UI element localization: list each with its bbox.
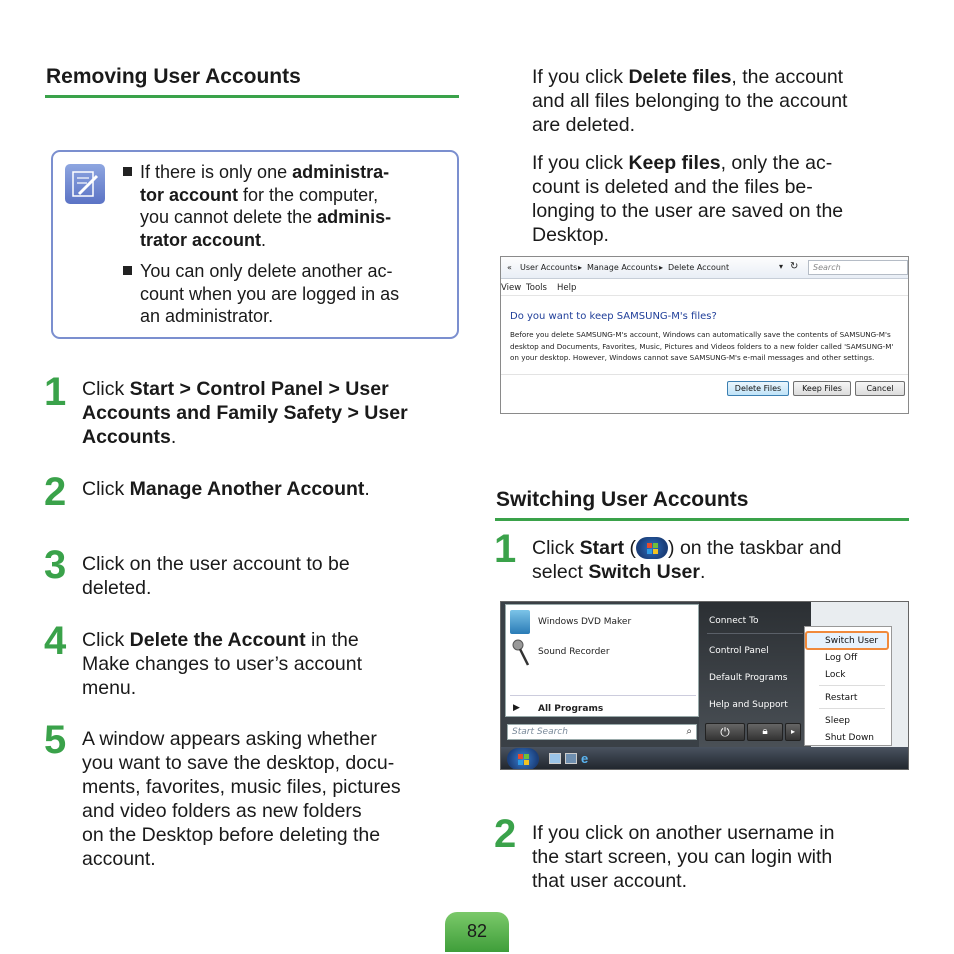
switch-step-number-2: 2	[494, 812, 517, 856]
step-2-text: Click Manage Another Account.	[82, 478, 370, 500]
heading-switching-user-accounts: Switching User Accounts	[496, 488, 749, 511]
menu-sleep[interactable]: Sleep	[825, 716, 851, 726]
keep-files-button[interactable]: Keep Files	[793, 381, 851, 396]
heading2-rule	[495, 518, 909, 521]
note-box	[51, 150, 459, 339]
menu-shut-down[interactable]: Shut Down	[825, 733, 875, 743]
search-placeholder: Search	[813, 263, 841, 272]
all-programs-link[interactable]: All Programs	[538, 704, 604, 714]
address-bar: « User Accounts ▸ Manage Accounts ▸ Delete Account ▾ ↻ Search	[501, 257, 908, 279]
dropdown-arrow-icon[interactable]: ▾	[779, 262, 784, 271]
menu-lock[interactable]: Lock	[825, 670, 846, 680]
delete-files-paragraph: If you click Delete files, the account and all files belonging to the account are deleted.	[532, 66, 848, 136]
menu-restart[interactable]: Restart	[825, 693, 858, 703]
dialog-description: Before you delete SAMSUNG-M's account, Windows can automatically save the contents of SAMSUNG-M's desktop and Documents, Favorites, Music, Pictures and Videos folders to a new folder called 'SAMSUNG-M' on your desktop. However, Windows cannot save SAMSUNG-M's e-mail messages and other settings.	[510, 330, 894, 362]
step-number-5: 5	[44, 718, 67, 762]
internet-explorer-icon[interactable]: e	[581, 751, 589, 766]
step-3-text: Click on the user account to be deleted.	[82, 553, 350, 599]
search-box[interactable]	[808, 260, 908, 275]
step-1-text: Click Start > Control Panel > User Accounts and Family Safety > User Accounts.	[82, 378, 408, 448]
step-number-3: 3	[44, 543, 67, 587]
step-number-2: 2	[44, 470, 67, 514]
note-bullet-2: You can only delete another ac- count when you are logged in as an administrator.	[123, 260, 453, 328]
power-button[interactable]: ⏻	[705, 723, 745, 741]
dvd-maker-icon	[510, 610, 530, 634]
taskbar	[501, 747, 909, 770]
menu-bar	[501, 279, 908, 296]
windows-start-orb-icon	[636, 537, 668, 559]
start-menu-programs-pane	[505, 604, 699, 717]
menu-view[interactable]: View	[501, 283, 522, 293]
help-and-support-link[interactable]: Help and Support	[709, 700, 788, 710]
program-sound-recorder[interactable]: Sound Recorder	[538, 647, 610, 657]
delete-account-dialog-screenshot	[500, 256, 909, 414]
keep-files-paragraph: If you click Keep files, only the ac- count is deleted and the files be- longing to the user are saved on the Desktop.	[532, 152, 844, 246]
crumb-user-accounts[interactable]: User Accounts	[520, 263, 578, 272]
dialog-question: Do you want to keep SAMSUNG-M's files?	[510, 311, 717, 322]
step-number-1: 1	[44, 370, 67, 414]
step-number-4: 4	[44, 619, 67, 663]
pencil-note-icon	[65, 164, 105, 204]
menu-help[interactable]: Help	[557, 283, 577, 293]
default-programs-link[interactable]: Default Programs	[709, 673, 788, 683]
page-number: 82	[445, 912, 509, 952]
show-desktop-icon[interactable]	[549, 753, 561, 764]
step-4-text: Click Delete the Account in the Make changes to user’s account menu.	[82, 629, 363, 699]
start-menu-right-pane	[699, 602, 811, 747]
crumb-delete-account[interactable]: Delete Account	[668, 263, 730, 272]
lock-button[interactable]: 🔒︎	[747, 723, 783, 741]
menu-switch-user[interactable]: Switch User	[825, 636, 879, 646]
shutdown-options-arrow[interactable]: ▸	[785, 723, 801, 741]
control-panel-link[interactable]: Control Panel	[709, 646, 769, 656]
refresh-icon[interactable]: ↻	[790, 261, 799, 272]
note-bullet-1: If there is only one administra- tor account for the computer, you cannot delete the adminis- trator account.	[123, 161, 453, 251]
crumb-manage-accounts[interactable]: Manage Accounts	[587, 263, 658, 272]
switch-step-2-text: If you click on another username in the start screen, you can login with that user account.	[532, 822, 835, 892]
all-programs-arrow-icon: ▶	[513, 702, 520, 712]
program-windows-dvd-maker[interactable]: Windows DVD Maker	[538, 617, 632, 627]
switch-windows-icon[interactable]	[565, 753, 577, 764]
search-icon: ⌕	[686, 726, 692, 737]
menu-log-off[interactable]: Log Off	[825, 653, 858, 663]
menu-tools[interactable]: Tools	[526, 283, 547, 293]
heading-rule	[45, 95, 459, 98]
step-5-text: A window appears asking whether you want to save the desktop, docu- ments, favorites, music files, pictures and video folders as new folders on the Desktop before deleting the account.	[82, 728, 401, 870]
start-search-input[interactable]: Start Search ⌕	[507, 724, 697, 740]
breadcrumb-arrow-icon: «	[507, 263, 512, 272]
switch-step-1-text: Click Start ( ) on the taskbar and select Switch User.	[532, 537, 842, 583]
heading-removing-user-accounts: Removing User Accounts	[46, 65, 301, 88]
taskbar-start-orb-icon[interactable]	[507, 748, 539, 770]
switch-step-number-1: 1	[494, 527, 517, 571]
microphone-icon	[512, 639, 528, 665]
delete-files-button[interactable]: Delete Files	[727, 381, 789, 396]
start-menu-screenshot	[500, 601, 909, 770]
cancel-button[interactable]: Cancel	[855, 381, 905, 396]
connect-to-link[interactable]: Connect To	[709, 616, 759, 626]
power-options-popup	[804, 626, 892, 746]
